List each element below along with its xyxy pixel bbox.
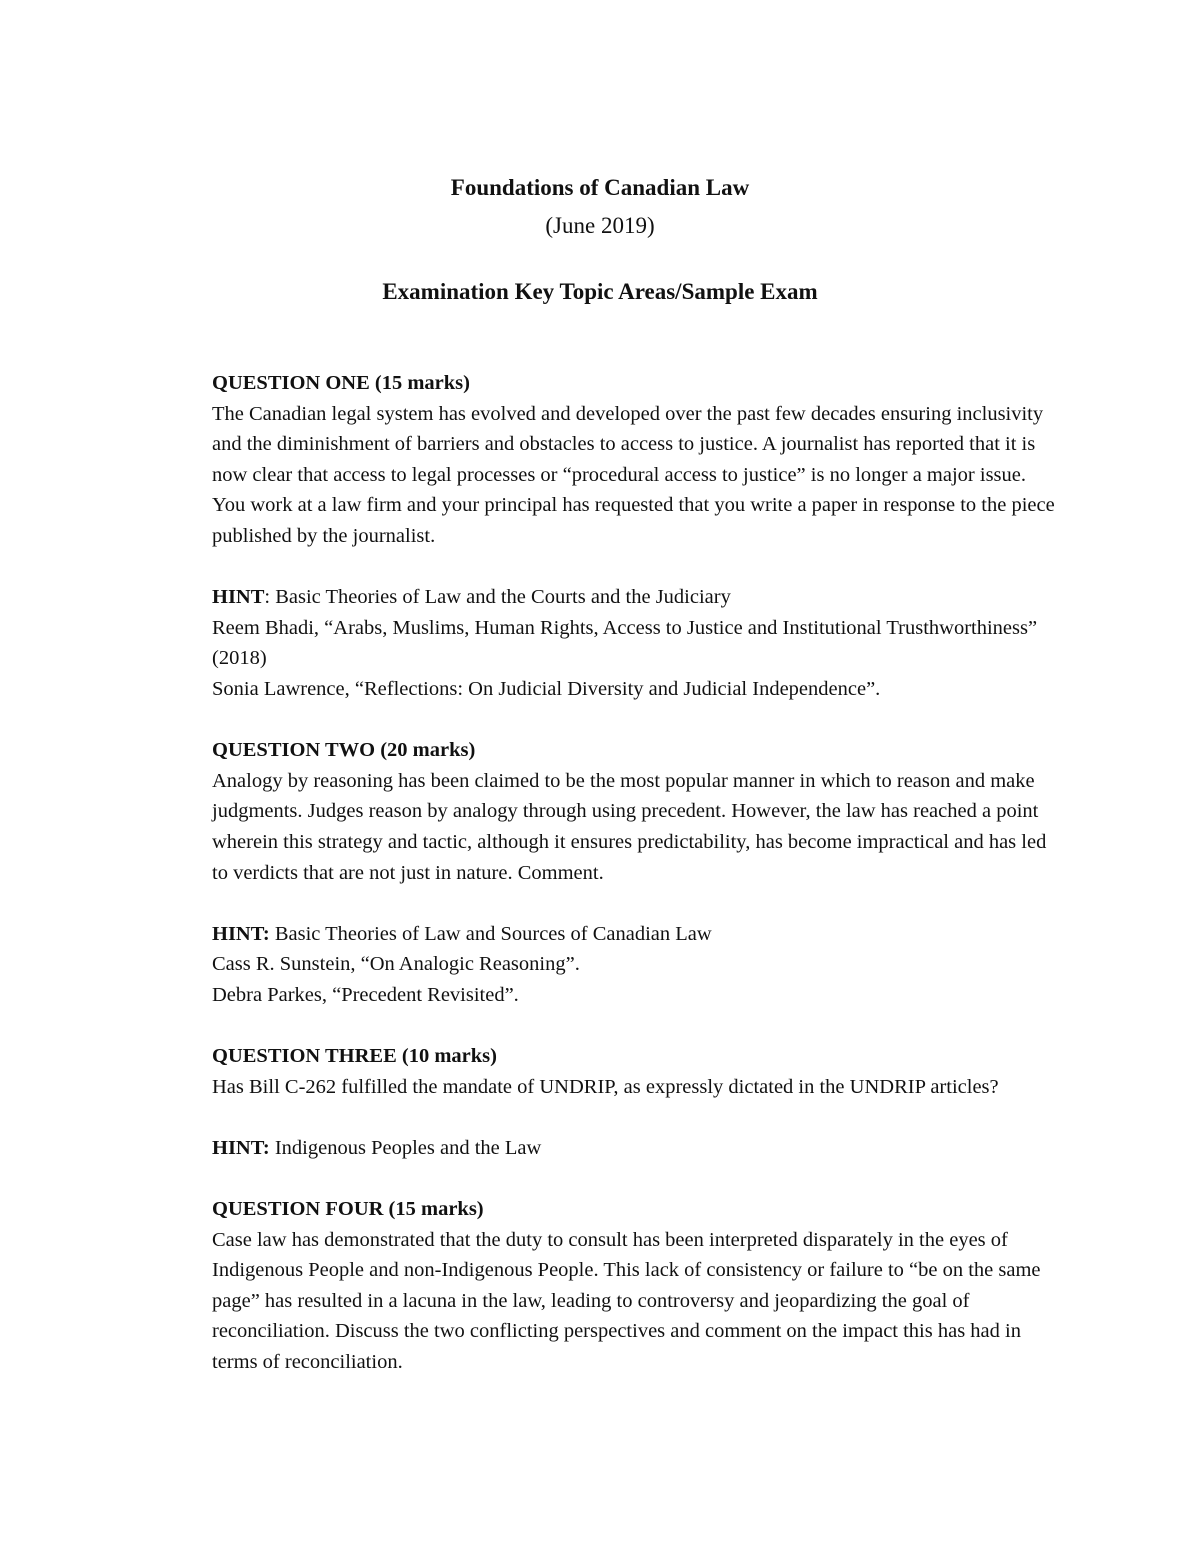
question-two-hint	[212, 919, 1062, 1011]
question-three-text: Has Bill C-262 fulfilled the mandate of UNDRIP, as expressly dictated in the UNDRIP articles?	[212, 1075, 999, 1098]
question-two-section	[212, 735, 1062, 888]
question-two-heading: QUESTION TWO (20 marks)	[212, 739, 476, 762]
reference-item: Sonia Lawrence, “Reflections: On Judicial Diversity and Judicial Independence”.	[212, 677, 881, 700]
hint-text: Indigenous Peoples and the Law	[269, 1136, 542, 1159]
hint-label: HINT:	[212, 1136, 270, 1159]
question-one-section	[212, 368, 1062, 552]
hint-label: HINT	[212, 586, 265, 609]
question-four-section	[212, 1194, 1062, 1378]
hint-line	[212, 582, 1062, 613]
reference-item: Cass R. Sunstein, “On Analogic Reasoning”.	[212, 953, 580, 976]
hint-text: Basic Theories of Law and Sources of Canadian Law	[269, 922, 712, 945]
document-date: (June 2019)	[545, 213, 655, 238]
question-one-text: The Canadian legal system has evolved and developed over the past few decades ensuring inclusivity and the diminishment of barriers and obstacles to access to justice. A journalist has reported that it is now clear that access to legal processes or “procedural access to justice” is no longer a major issue. You work at a law firm and your principal has requested that you write a paper in response to the piece published by the journalist.	[212, 402, 1055, 547]
question-one-heading: QUESTION ONE (15 marks)	[212, 372, 470, 394]
reference-item: Reem Bhadi, “Arabs, Muslims, Human Rights, Access to Justice and Institutional Trusthworthiness” (2018)	[212, 616, 1038, 670]
document-body	[212, 368, 1062, 1408]
reference-item: Debra Parkes, “Precedent Revisited”.	[212, 983, 519, 1006]
question-four-text: Case law has demonstrated that the duty to consult has been interpreted disparately in the eyes of Indigenous People and non-Indigenous People. This lack of consistency or failure to “be on the same page” has resulted in a lacuna in the law, leading to controversy and jeopardizing the goal of reconciliation. Discuss the two conflicting perspectives and comment on the impact this has had in terms of reconciliation.	[212, 1228, 1041, 1373]
document-subtitle: Examination Key Topic Areas/Sample Exam	[382, 279, 818, 304]
question-two-text: Analogy by reasoning has been claimed to be the most popular manner in which to reason and make judgments. Judges reason by analogy through using precedent. However, the law has reached a point wherein this strategy and tactic, although it ensures predictability, has become impractical and has led to verdicts that are not just in nature. Comment.	[212, 769, 1047, 884]
hint-line	[212, 1133, 1062, 1164]
question-one-hint	[212, 582, 1062, 704]
question-three-hint	[212, 1133, 1062, 1164]
question-three-section	[212, 1041, 1062, 1102]
hint-line	[212, 919, 1062, 950]
hint-label: HINT:	[212, 922, 270, 945]
question-three-heading: QUESTION THREE (10 marks)	[212, 1045, 497, 1068]
document-title: Foundations of Canadian Law	[450, 175, 750, 200]
question-four-heading: QUESTION FOUR (15 marks)	[212, 1198, 484, 1221]
hint-text: : Basic Theories of Law and the Courts and the Judiciary	[264, 586, 731, 609]
